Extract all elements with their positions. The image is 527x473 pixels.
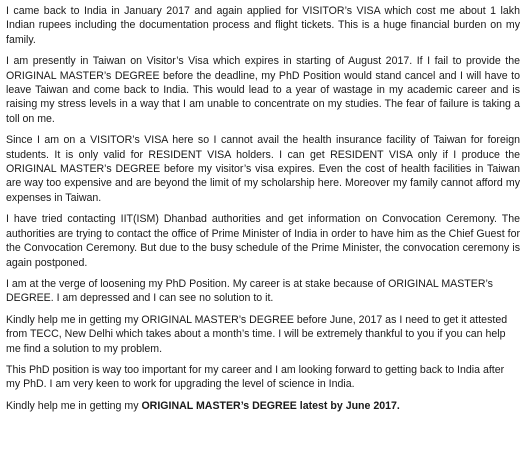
paragraph-closing-request (6, 399, 520, 413)
paragraph-health-insurance: Since I am on a VISITOR’s VISA here so I cannot avail the health insurance facility of Taiwan for foreign students. It is only valid for RESIDENT VISA holders. I can get RESIDENT VISA only if I produce the ORIGINAL MASTER’s DEGREE before my visitor’s visa expires. Even the cost of health facilities in Taiwan are way too expensive and are beyond the limit of my scholarship here. Moreover my family cannot afford my expenses in Taiwan. (6, 134, 520, 204)
paragraph-career-at-stake: I am at the verge of loosening my PhD Position. My career is at stake because of ORIGINAL MASTER’s DEGREE. I am depressed and I can see no solution to it. (6, 277, 493, 305)
paragraph-visa-cost: I came back to India in January 2017 and again applied for VISITOR’s VISA which cost me about 1 lakh Indian rupees including the documentation process and flight tickets. This is a huge financial burden on my family. (6, 5, 520, 46)
paragraph-attestation-request: Kindly help me in getting my ORIGINAL MASTER’s DEGREE before June, 2017 as I need to get it attested from TECC, New Delhi which takes about a month’s time. I will be extremely thankful to you if you can help me find a solution to my problem. (6, 313, 508, 355)
paragraph-visa-expiry: I am presently in Taiwan on Visitor’s Visa which expires in starting of August 2017. If I fail to provide the ORIGINAL MASTER’s DEGREE before the deadline, my PhD Position would stand cancel and I will have to leave Taiwan and come back to India. This would lead to a year of wastage in my academic career and is raising my stress levels in a way that I am unable to concentrate on my studies. The fear of failure is taking a toll on me. (6, 55, 520, 125)
paragraph-convocation: I have tried contacting IIT(ISM) Dhanbad authorities and get information on Convocation Ceremony. The authorities are trying to contact the office of Prime Minister of India in order to have him as the Chief Guest for the Convocation Ceremony. But due to the busy schedule of the Prime Minister, the convocation ceremony is again postponed. (6, 213, 520, 269)
paragraph-phd-importance: This PhD position is way too important for my career and I am looking forward to getting back to India after my PhD. I am very keen to work for upgrading the level of science in India. (6, 363, 505, 391)
closing-prefix: Kindly help me in getting my (6, 399, 142, 412)
closing-emphasis: ORIGINAL MASTER’s DEGREE latest by June 2017. (141, 399, 400, 412)
